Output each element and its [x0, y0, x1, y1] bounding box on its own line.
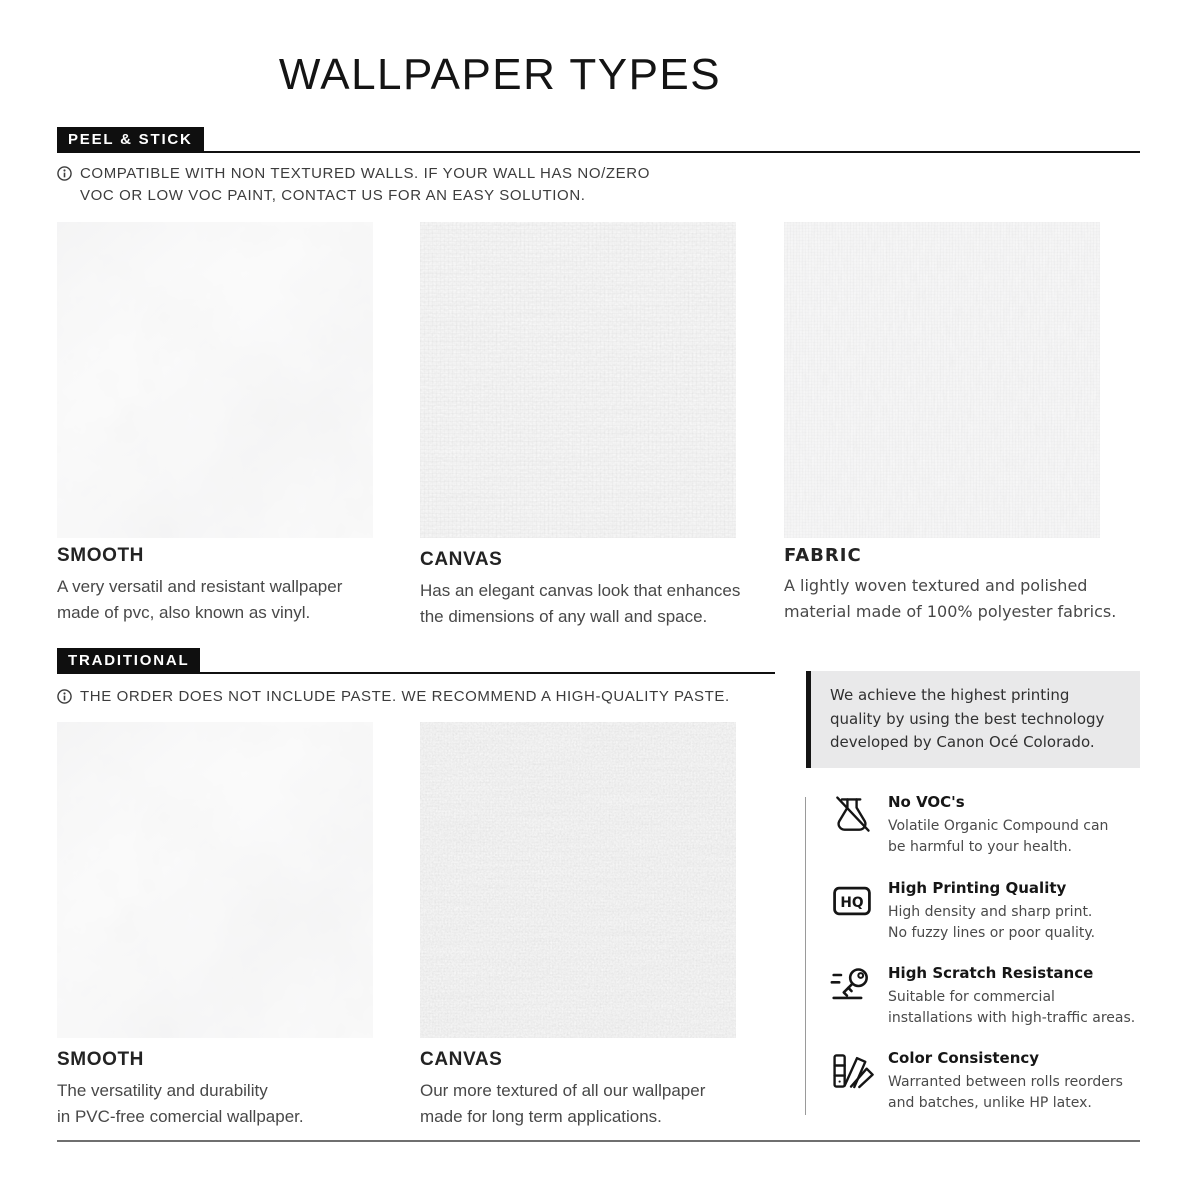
- section-badge-traditional: TRADITIONAL: [57, 648, 200, 674]
- caption-canvas-peel-stick: [420, 549, 740, 630]
- no-voc-flask-icon: [830, 793, 874, 837]
- smooth-texture: [57, 722, 373, 1038]
- desc-line: No fuzzy lines or poor quality.: [888, 925, 1096, 941]
- feature-desc: [888, 987, 1135, 1029]
- caption-smooth-traditional: [57, 1049, 304, 1130]
- note-line: VOC OR LOW VOC PAINT, CONTACT US FOR AN EASY SOLUTION.: [80, 187, 586, 204]
- swatch-desc: [420, 1078, 705, 1130]
- section-badge-peel-stick: PEEL & STICK: [57, 127, 204, 153]
- feature-text: [888, 1049, 1123, 1114]
- features-divider-line: [805, 797, 806, 1115]
- rough-canvas-texture: [420, 722, 736, 1038]
- note-line: THE ORDER DOES NOT INCLUDE PASTE. WE RECOMMEND A HIGH-QUALITY PASTE.: [80, 688, 730, 705]
- feature-title: High Scratch Resistance: [888, 964, 1094, 982]
- key-scratch-icon: [830, 964, 874, 1008]
- feature-color-consistency: [830, 1049, 1170, 1114]
- desc-line: installations with high-traffic areas.: [888, 1010, 1136, 1026]
- swatch-desc: [784, 573, 1116, 625]
- swatch-smooth-peel-stick: [57, 222, 373, 538]
- feature-text: [888, 879, 1095, 944]
- desc-line: Our more textured of all our wallpaper: [420, 1081, 706, 1100]
- swatch-smooth-traditional: [57, 722, 373, 1038]
- desc-line: the dimensions of any wall and space.: [420, 607, 708, 626]
- peel-stick-note: [57, 163, 650, 207]
- swatch-fabric-peel-stick: [784, 222, 1100, 538]
- swatch-name: FABRIC: [784, 545, 862, 566]
- desc-line: made of pvc, also known as vinyl.: [57, 603, 311, 622]
- swatch-desc: [420, 578, 740, 630]
- desc-line: be harmful to your health.: [888, 839, 1072, 855]
- info-icon: [57, 689, 72, 704]
- quote-line: quality by using the best technology: [830, 709, 1105, 728]
- desc-line: in PVC-free comercial wallpaper.: [57, 1107, 304, 1126]
- hq-badge-icon: [830, 879, 874, 923]
- fabric-texture: [784, 222, 1100, 538]
- color-swatches-icon: [830, 1049, 874, 1093]
- swatch-desc: [57, 1078, 304, 1130]
- caption-canvas-traditional: [420, 1049, 705, 1130]
- page-title: WALLPAPER TYPES: [278, 50, 722, 99]
- swatch-name: SMOOTH: [57, 545, 144, 566]
- feature-text: [888, 964, 1135, 1029]
- feature-title: High Printing Quality: [888, 879, 1067, 897]
- swatch-canvas-peel-stick: [420, 222, 736, 538]
- quote-line: developed by Canon Océ Colorado.: [830, 733, 1095, 751]
- swatch-name: CANVAS: [420, 1049, 503, 1070]
- feature-desc: [888, 902, 1095, 944]
- caption-smooth-peel-stick: [57, 545, 342, 626]
- quote-line: We achieve the highest printing: [830, 686, 1070, 704]
- desc-line: High density and sharp print.: [888, 904, 1093, 920]
- desc-line: made for long term applications.: [420, 1107, 662, 1126]
- swatch-canvas-traditional: [420, 722, 736, 1038]
- canvas-texture: [420, 222, 736, 538]
- smooth-texture: [57, 222, 373, 538]
- feature-title: No VOC's: [888, 793, 965, 811]
- caption-fabric-peel-stick: [784, 545, 1116, 625]
- desc-line: and batches, unlike HP latex.: [888, 1095, 1092, 1111]
- desc-line: The versatility and durability: [57, 1081, 268, 1100]
- feature-high-scratch-resistance: [830, 964, 1170, 1029]
- peel-stick-header-rule: [57, 151, 1140, 153]
- feature-title: Color Consistency: [888, 1049, 1040, 1067]
- feature-text: [888, 793, 1108, 858]
- bottom-rule: [57, 1140, 1140, 1142]
- swatch-name: CANVAS: [420, 549, 503, 570]
- traditional-note-text: [80, 686, 730, 708]
- desc-line: Has an elegant canvas look that enhances: [420, 581, 741, 600]
- desc-line: Volatile Organic Compound can: [888, 818, 1109, 834]
- quote-box: [811, 671, 1140, 768]
- feature-no-vocs: [830, 793, 1170, 858]
- desc-line: material made of 100% polyester fabrics.: [784, 602, 1117, 621]
- swatch-desc: [57, 574, 342, 626]
- desc-line: Warranted between rolls reorders: [888, 1074, 1123, 1090]
- desc-line: A very versatil and resistant wallpaper: [57, 577, 343, 596]
- swatch-name: SMOOTH: [57, 1049, 144, 1070]
- traditional-note: [57, 686, 730, 708]
- note-line: COMPATIBLE WITH NON TEXTURED WALLS. IF YOUR WALL HAS NO/ZERO: [80, 165, 650, 182]
- peel-stick-note-text: [80, 163, 650, 207]
- feature-desc: [888, 1072, 1123, 1114]
- svg-text:HQ: HQ: [840, 894, 864, 911]
- info-icon: [57, 166, 72, 181]
- feature-desc: [888, 816, 1108, 858]
- desc-line: A lightly woven textured and polished: [784, 576, 1088, 595]
- feature-high-printing-quality: [830, 879, 1170, 944]
- desc-line: Suitable for commercial: [888, 989, 1055, 1005]
